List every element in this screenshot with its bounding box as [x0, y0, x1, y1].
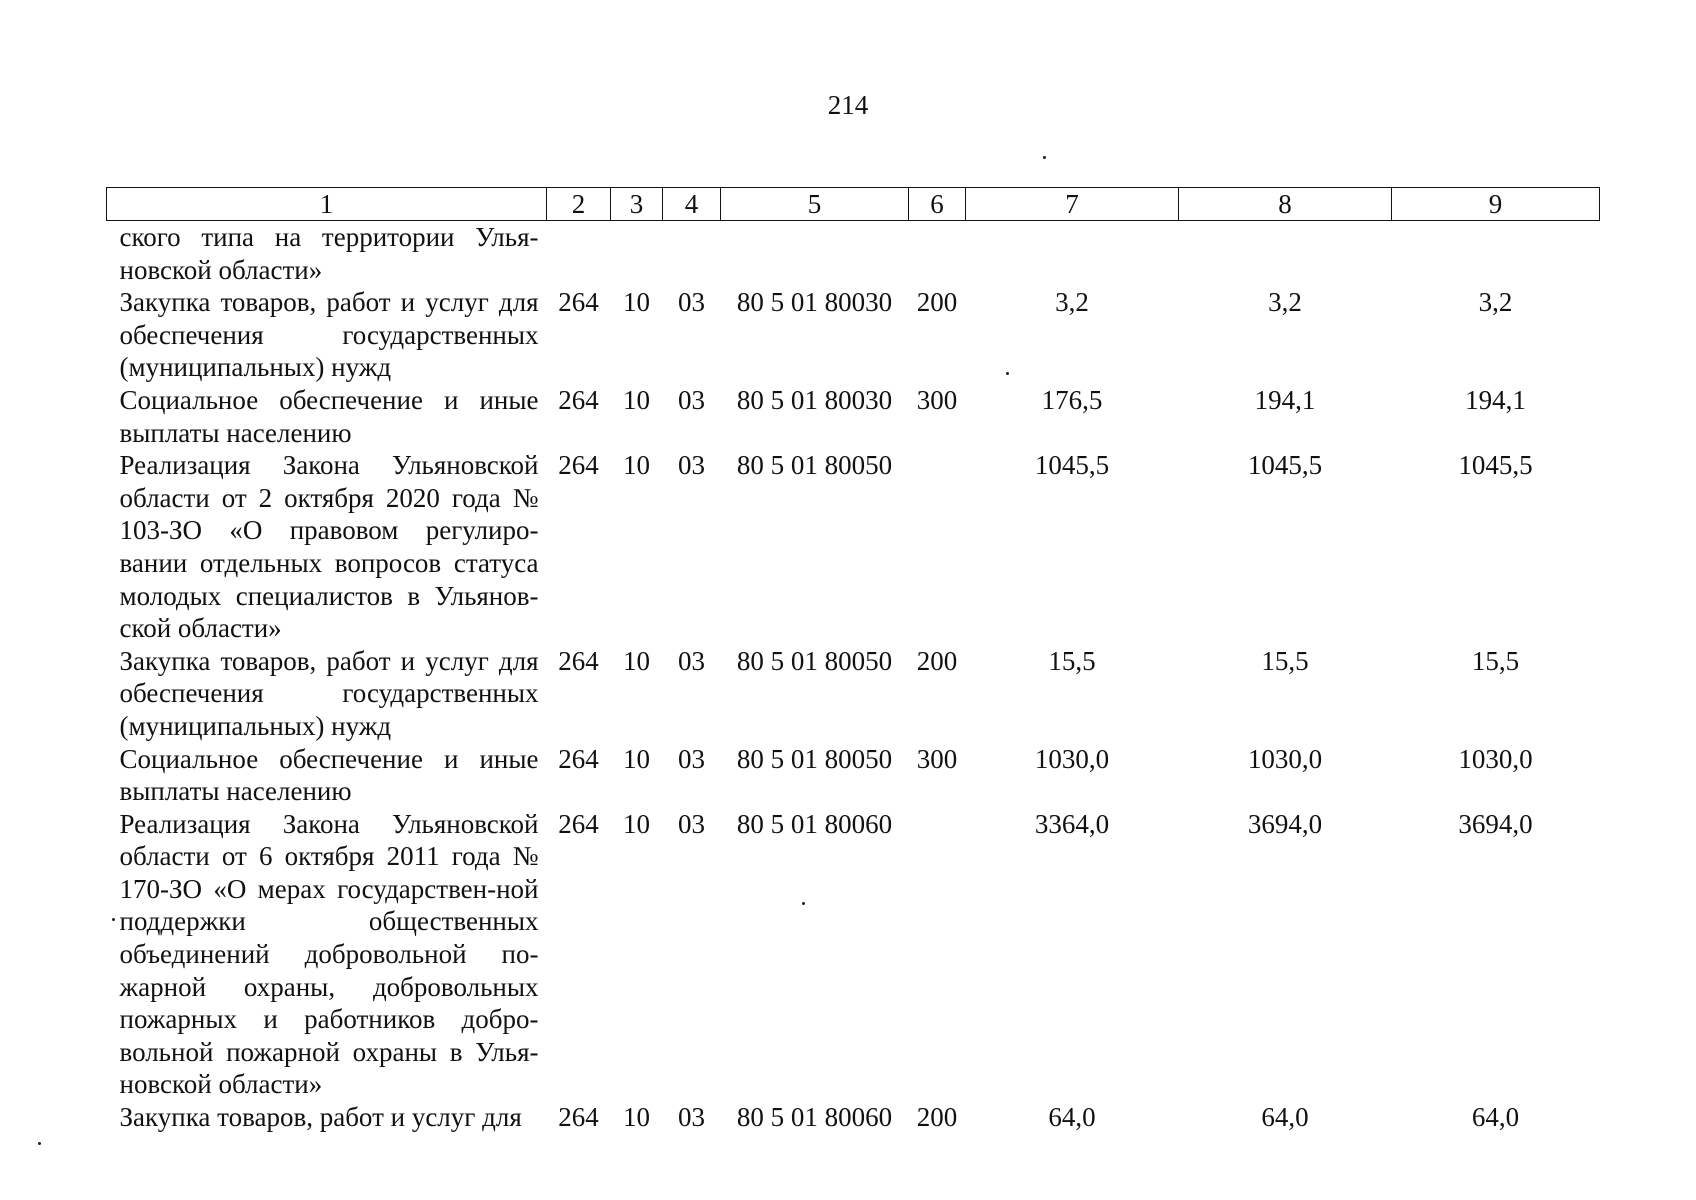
row-name: Закупка товаров, работ и услуг для обеспечения государственных (муниципальных) нужд [119, 645, 539, 741]
column-header-5: 5 [721, 188, 909, 221]
cell-col2: 264 [558, 1102, 599, 1133]
cell-col4: 03 [678, 645, 705, 676]
cell-col3: 10 [623, 645, 650, 676]
cell-col6 [909, 449, 966, 645]
cell-col7: 64,0 [1048, 1102, 1096, 1133]
cell-col9 [1392, 221, 1600, 287]
scan-speck [802, 902, 805, 905]
cell-col8: 194,1 [1254, 384, 1316, 415]
cell-col2: 264 [558, 808, 599, 839]
cell-col4: 03 [678, 287, 705, 318]
page-number: 214 [827, 90, 869, 120]
cell-col6 [909, 808, 966, 1101]
row-name: ского типа на территории Улья-новской области» [119, 222, 539, 285]
column-header-6: 6 [909, 188, 966, 221]
cell-col8: 3,2 [1268, 287, 1302, 318]
cell-col9: 1045,5 [1458, 450, 1533, 481]
cell-col6: 300 [916, 743, 958, 774]
cell-col9: 3694,0 [1458, 808, 1533, 839]
cell-col7: 1030,0 [1034, 743, 1110, 774]
cell-col2: 264 [558, 287, 599, 318]
cell-col5: 80 5 01 80050 [736, 450, 893, 481]
scan-speck [1043, 156, 1046, 159]
cell-col6 [909, 221, 966, 287]
table-row [107, 384, 1600, 449]
cell-col9: 1030,0 [1458, 743, 1533, 774]
cell-col5: 80 5 01 80030 [736, 384, 893, 415]
cell-col3 [611, 221, 663, 287]
cell-col8: 1030,0 [1247, 743, 1323, 774]
cell-col5: 80 5 01 80060 [736, 808, 893, 839]
cell-col5: 80 5 01 80030 [736, 287, 893, 318]
cell-col8: 15,5 [1261, 645, 1309, 676]
cell-col9: 194,1 [1465, 384, 1526, 415]
cell-col3: 10 [623, 1102, 650, 1133]
cell-col7 [966, 221, 1179, 287]
cell-col3: 10 [623, 743, 650, 774]
cell-col4: 03 [678, 743, 705, 774]
table-row [107, 743, 1600, 808]
cell-col4: 03 [678, 1102, 705, 1133]
cell-col7: 3,2 [1055, 287, 1089, 318]
table-row [107, 645, 1600, 743]
cell-col8: 64,0 [1261, 1102, 1309, 1133]
cell-col8: 3694,0 [1247, 808, 1323, 839]
cell-col5 [721, 221, 909, 287]
cell-col4: 03 [678, 808, 705, 839]
table-row [107, 221, 1600, 287]
column-header-3: 3 [611, 188, 663, 221]
cell-col2: 264 [558, 384, 599, 415]
budget-table-container [106, 187, 1599, 1134]
cell-col5: 80 5 01 80050 [736, 743, 893, 774]
cell-col4: 03 [678, 384, 705, 415]
table-row [107, 286, 1600, 384]
column-header-7: 7 [966, 188, 1179, 221]
row-name: Социальное обеспечение и иные выплаты населению [119, 384, 539, 448]
row-name: Закупка товаров, работ и услуг для [119, 1102, 522, 1133]
cell-col3: 10 [623, 384, 650, 415]
cell-col3: 10 [623, 808, 650, 839]
cell-col4: 03 [678, 450, 705, 481]
cell-col7: 15,5 [1048, 645, 1096, 676]
table-row [107, 808, 1600, 1101]
scan-speck [38, 1142, 41, 1145]
cell-col3: 10 [623, 287, 650, 318]
row-name: Реализация Закона Ульяновской области от 6 октября 2011 года № 170-ЗО «О мерах государствен-ной поддержки общественных объединений добровольной по-жарной охраны, добровольных пожарных и работников добро-вольной пожарной охраны в Улья-новской области» [119, 808, 539, 1100]
cell-col2: 264 [558, 645, 599, 676]
row-name: Реализация Закона Ульяновской области от 2 октября 2020 года № 103-ЗО «О правовом регулиро-вании отдельных вопросов статуса молодых специалистов в Ульянов-ской области» [119, 450, 539, 644]
cell-col6: 200 [916, 287, 958, 318]
column-header-4: 4 [663, 188, 721, 221]
header-row [107, 188, 1600, 221]
cell-col8 [1179, 221, 1392, 287]
cell-col2: 264 [558, 743, 599, 774]
scan-speck [112, 918, 115, 921]
budget-table [106, 187, 1600, 1134]
cell-col7: 3364,0 [1034, 808, 1110, 839]
cell-col9: 15,5 [1471, 645, 1520, 676]
cell-col6: 300 [916, 384, 958, 415]
cell-col8: 1045,5 [1247, 450, 1323, 481]
cell-col7: 176,5 [1041, 384, 1103, 415]
scan-speck [1006, 372, 1009, 375]
table-row [107, 449, 1600, 645]
cell-col5: 80 5 01 80050 [736, 645, 893, 676]
row-name: Социальное обеспечение и иные выплаты населению [119, 743, 539, 807]
table-row [107, 1101, 1600, 1134]
cell-col4 [663, 221, 721, 287]
column-header-8: 8 [1179, 188, 1392, 221]
cell-col2 [547, 221, 611, 287]
column-header-9: 9 [1392, 188, 1600, 221]
cell-col9: 3,2 [1478, 287, 1513, 318]
table-header [107, 188, 1600, 221]
cell-col5: 80 5 01 80060 [736, 1102, 893, 1133]
cell-col7: 1045,5 [1034, 450, 1110, 481]
cell-col2: 264 [558, 450, 599, 481]
table-body [107, 221, 1600, 1134]
cell-col3: 10 [623, 450, 650, 481]
cell-col6: 200 [916, 645, 958, 676]
cell-col9: 64,0 [1471, 1102, 1520, 1133]
column-header-1: 1 [107, 188, 547, 221]
column-header-2: 2 [547, 188, 611, 221]
row-name: Закупка товаров, работ и услуг для обеспечения государственных (муниципальных) нужд [119, 287, 539, 383]
cell-col6: 200 [916, 1102, 958, 1133]
